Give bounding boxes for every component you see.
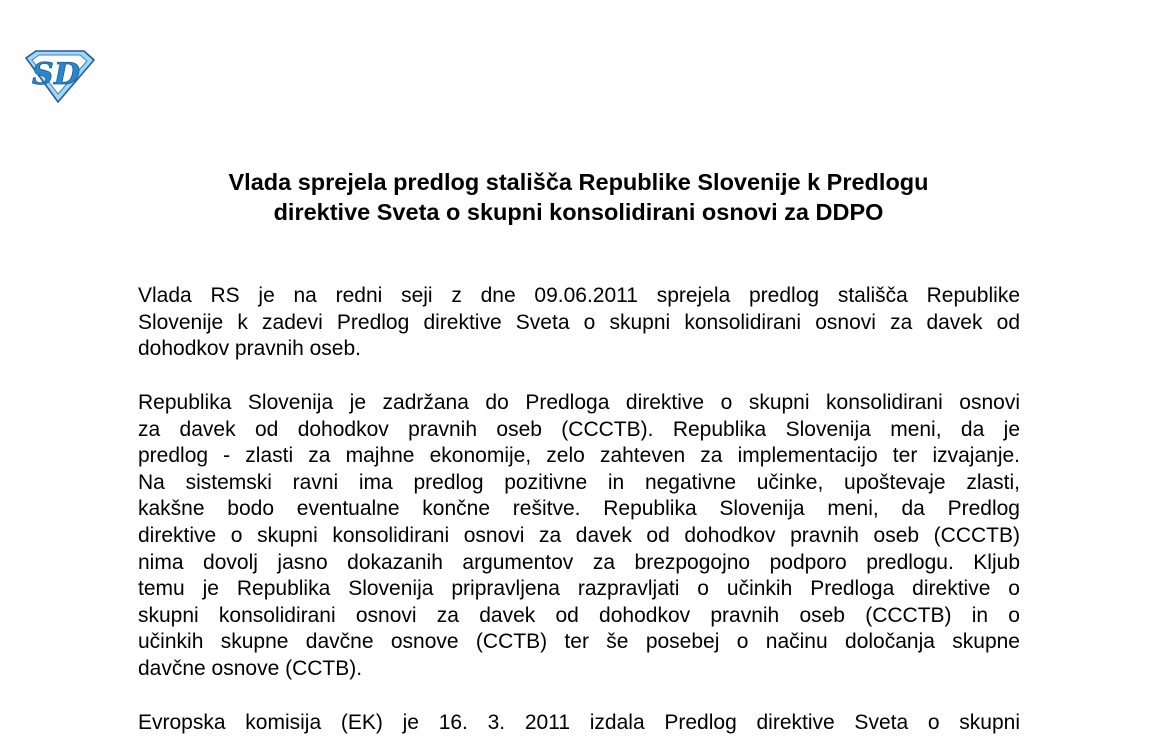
paragraph-2 xyxy=(138,390,1020,683)
paragraph-line: skupni konsolidirani osnovi za davek od dohodkov pravnih oseb (CCCTB) in o xyxy=(138,603,1020,627)
paragraph-line: Vlada RS je na redni seji z dne 09.06.2011 sprejela predlog stališča Republike xyxy=(138,284,1020,307)
paragraph-line: za davek od dohodkov pravnih oseb (CCCTB). Republika Slovenija meni, da je xyxy=(138,417,1020,441)
paragraph-3 xyxy=(138,710,1020,737)
paragraph-line: temu je Republika Slovenija pripravljena razpravljati o učinkih Predloga direktive o xyxy=(138,577,1020,601)
paragraph-line: Na sistemski ravni ima predlog pozitivne in negativne učinke, upoštevaje zlasti, xyxy=(138,470,1020,494)
paragraph-line: kakšne bodo eventualne končne rešitve. Republika Slovenija meni, da Predlog xyxy=(138,497,1020,521)
paragraph-line: Evropska komisija (EK) je 16. 3. 2011 izdala Predlog direktive Sveta o skupni xyxy=(138,711,1020,734)
paragraph-line: predlog - zlasti za majhne ekonomije, zelo zahteven za implementacijo ter izvajanje. xyxy=(138,444,1020,468)
paragraph-line: nima dovolj jasno dokazanih argumentov za brezpogojno podporo predlogu. Kljub xyxy=(138,550,1020,574)
paragraph-line: dohodkov pravnih oseb. xyxy=(138,337,361,361)
document-title xyxy=(0,167,1157,227)
paragraph-line: Republika Slovenija je zadržana do Predloga direktive o skupni konsolidirani osnovi xyxy=(138,391,1020,414)
title-line: Vlada sprejela predlog stališča Republike Slovenije k Predlogu xyxy=(228,169,929,195)
paragraph-1 xyxy=(138,283,1020,363)
sd-logo xyxy=(22,48,96,104)
paragraph-line: davčne osnove (CCTB). xyxy=(138,656,363,680)
paragraph-line: Slovenije k zadevi Predlog direktive Sveta o skupni konsolidirani osnovi za davek od xyxy=(138,310,1020,334)
logo-s-letter: S xyxy=(32,57,54,92)
title-line: direktive Sveta o skupni konsolidirani osnovi za DDPO xyxy=(273,199,884,225)
logo-d-letter: D xyxy=(54,57,81,92)
paragraph-line: učinkih skupne davčne osnove (CCTB) ter še posebej o načinu določanja skupne xyxy=(138,630,1020,654)
paragraph-line: direktive o skupni konsolidirani osnovi za davek od dohodkov pravnih oseb (CCCTB) xyxy=(138,523,1020,547)
